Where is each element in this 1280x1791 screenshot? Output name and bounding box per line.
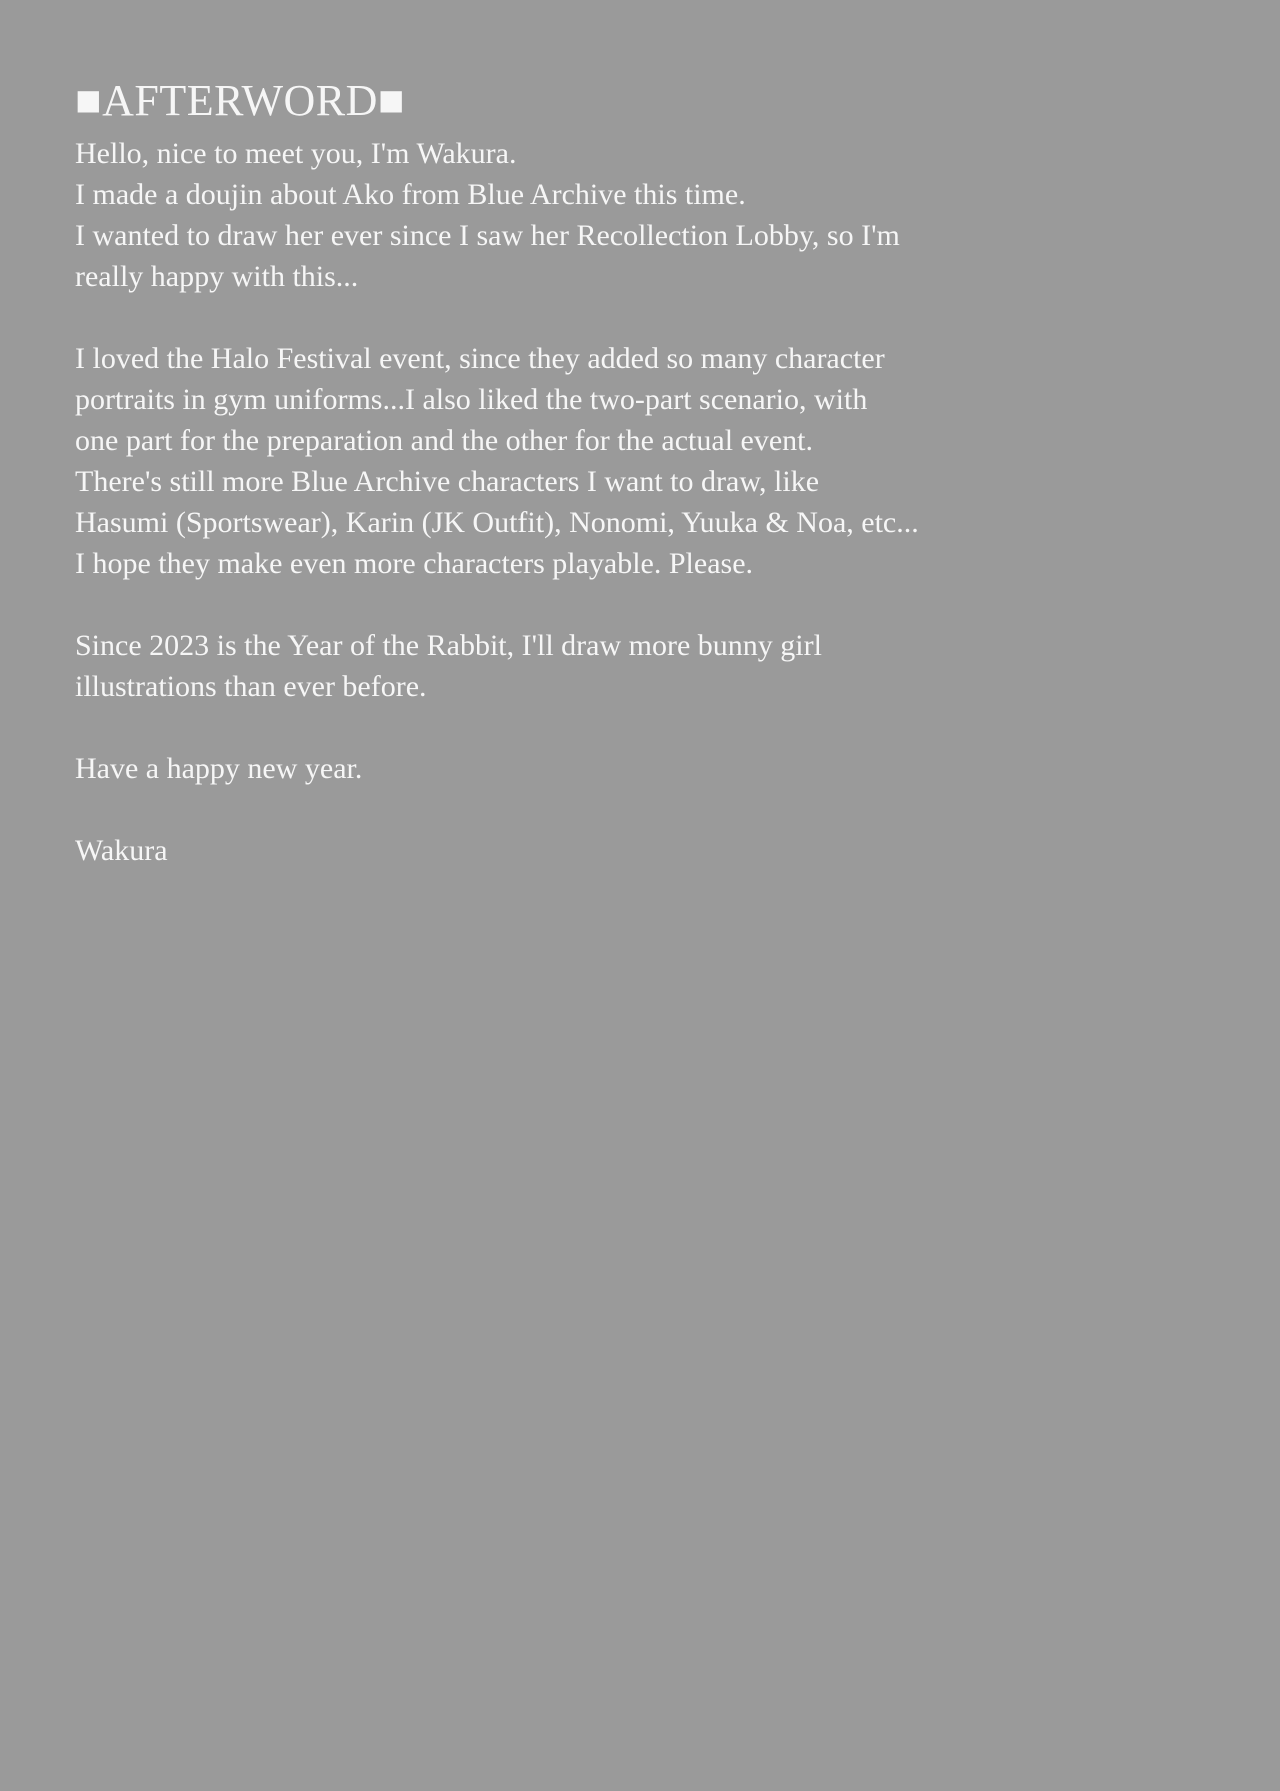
afterword-line: I loved the Halo Festival event, since they added so many character [75,342,885,375]
afterword-line: I made a doujin about Ako from Blue Archive this time. [75,178,746,211]
paragraph-new-year-wish [75,748,1210,789]
paragraph-year-of-rabbit [75,625,1210,707]
signature [75,830,1210,871]
afterword-line: illustrations than ever before. [75,670,427,703]
afterword-line: I hope they make even more characters playable. Please. [75,547,754,580]
afterword-line: portraits in gym uniforms...I also liked the two-part scenario, with [75,383,868,416]
afterword-line: Hello, nice to meet you, I'm Wakura. [75,137,517,170]
author-name: Wakura [75,834,168,867]
afterword-line: one part for the preparation and the other for the actual event. [75,424,814,457]
page-title: ■AFTERWORD■ [75,76,405,125]
afterword-line: There's still more Blue Archive characters I want to draw, like [75,465,820,498]
paragraph-greeting [75,133,1210,297]
afterword-line: Hasumi (Sportswear), Karin (JK Outfit), Nonomi, Yuuka & Noa, etc... [75,506,919,539]
afterword-line: Have a happy new year. [75,752,363,785]
afterword-line: I wanted to draw her ever since I saw her Recollection Lobby, so I'm [75,219,900,252]
paragraph-event-thoughts [75,338,1210,584]
afterword-line: Since 2023 is the Year of the Rabbit, I'll draw more bunny girl [75,629,822,662]
afterword-line: really happy with this... [75,260,359,293]
